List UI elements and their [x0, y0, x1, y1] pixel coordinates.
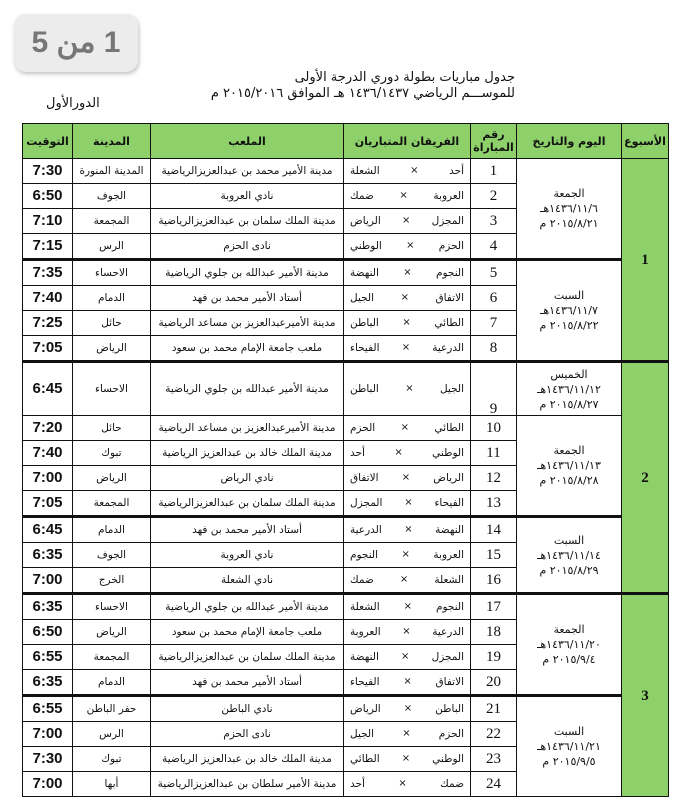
match-day-date: [517, 594, 622, 696]
match-row: [23, 517, 669, 543]
away-team: الدرعية: [350, 524, 382, 536]
away-team: المجزل: [350, 497, 383, 509]
title-line-2: للموســـم الرياضي ١٤٣٦/١٤٣٧ هـ الموافق ٢٠١٥/٢٠١٦ م: [210, 86, 515, 101]
kickoff-time: 6:35: [23, 543, 73, 568]
versus-symbol: ×: [399, 190, 408, 201]
week-number: 3: [622, 594, 669, 797]
match-row: [23, 159, 669, 184]
home-team: الحزم: [438, 240, 464, 252]
versus-symbol: ×: [398, 778, 407, 789]
stadium-name: نادي الرياض: [151, 466, 344, 491]
city-name: الدمام: [73, 670, 151, 696]
date-hijri: ١٤٣٦/١١/٢١هـ: [537, 740, 601, 753]
stadium-name: مدينة الأميرعبدالعزيز بن مساعد الرياضية: [151, 416, 344, 441]
kickoff-time: 7:35: [23, 260, 73, 286]
home-team: الاتفاق: [435, 292, 464, 304]
city-name: الجوف: [73, 543, 151, 568]
versus-symbol: ×: [401, 215, 411, 226]
home-team: الشعلة: [434, 574, 464, 586]
match-day-date: [517, 517, 622, 594]
versus-symbol: ×: [406, 240, 415, 251]
home-team: الدرعية: [432, 342, 464, 354]
stadium-name: مدينة الأمير عبدالله بن جلوي الرياضية: [151, 260, 344, 286]
kickoff-time: 7:20: [23, 416, 73, 441]
kickoff-time: 7:40: [23, 441, 73, 466]
away-team: النهضة: [350, 267, 379, 279]
versus-symbol: ×: [403, 601, 413, 612]
versus-symbol: ×: [405, 383, 414, 394]
date-greg: ٢٠١٥/٨/٢٨ م: [539, 474, 599, 487]
versus-symbol: ×: [401, 651, 410, 662]
kickoff-time: 7:10: [23, 209, 73, 234]
away-team: الرياض: [350, 703, 381, 715]
versus-symbol: ×: [401, 342, 411, 353]
match-number: 18: [471, 620, 517, 645]
match-teams: [344, 184, 471, 209]
match-teams: [344, 466, 471, 491]
kickoff-time: 7:05: [23, 491, 73, 517]
away-team: الباطن: [350, 317, 379, 329]
date-greg: ٢٠١٥/٨/٢٧ م: [539, 397, 599, 411]
home-team: العروبة: [433, 549, 464, 561]
date-hijri: ١٤٣٦/١١/٦هـ: [540, 202, 598, 215]
page-count-badge: 1 من 5: [14, 14, 138, 72]
stadium-name: مدينة الملك خالد بن عبدالعزيز الرياضية: [151, 441, 344, 466]
match-number: 12: [471, 466, 517, 491]
stadium-name: ملعب جامعة الإمام محمد بن سعود: [151, 336, 344, 362]
home-team: الرياض: [433, 472, 464, 484]
match-number: 6: [471, 286, 517, 311]
home-team: الجيل: [439, 383, 464, 395]
versus-symbol: ×: [402, 317, 411, 328]
stadium-name: مدينة الأمير محمد بن عبدالعزيزالرياضية: [151, 159, 344, 184]
stadium-name: مدينة الملك سلمان بن عبدالعزيزالرياضية: [151, 209, 344, 234]
date-day: السبت: [553, 725, 585, 738]
kickoff-time: 6:45: [23, 517, 73, 543]
match-teams: [344, 696, 471, 722]
match-number: 15: [471, 543, 517, 568]
kickoff-time: 6:50: [23, 620, 73, 645]
away-team: الوطني: [350, 240, 382, 252]
home-team: الاتفاق: [435, 676, 464, 688]
away-team: الرياض: [350, 215, 381, 227]
match-teams: [344, 209, 471, 234]
stadium-name: مدينة الملك سلمان بن عبدالعزيزالرياضية: [151, 645, 344, 670]
stadium-name: نادي العروبة: [151, 184, 344, 209]
date-day: الخميس: [550, 367, 588, 381]
home-team: النجوم: [436, 267, 464, 279]
kickoff-time: 7:25: [23, 311, 73, 336]
match-number: 17: [471, 594, 517, 620]
versus-symbol: ×: [400, 422, 409, 433]
stadium-name: أستاد الأمير محمد بن فهد: [151, 286, 344, 311]
kickoff-time: 6:35: [23, 670, 73, 696]
match-row: [23, 696, 669, 722]
match-number: 11: [471, 441, 517, 466]
away-team: النهضة: [350, 651, 379, 663]
match-number: 16: [471, 568, 517, 594]
away-team: الفيحاء: [350, 342, 380, 354]
versus-symbol: ×: [403, 676, 412, 687]
away-team: أحد: [350, 778, 365, 790]
match-row: [23, 416, 669, 441]
date-hijri: ١٤٣٦/١١/٢٠هـ: [537, 638, 601, 651]
city-name: الرياض: [73, 466, 151, 491]
match-teams: [344, 311, 471, 336]
versus-symbol: ×: [399, 574, 409, 585]
kickoff-time: 6:55: [23, 696, 73, 722]
match-teams: [344, 336, 471, 362]
header-time: التوقيت: [23, 124, 73, 159]
versus-symbol: ×: [394, 447, 403, 458]
match-number: 2: [471, 184, 517, 209]
away-team: الفيحاء: [350, 676, 380, 688]
kickoff-time: 6:35: [23, 594, 73, 620]
versus-symbol: ×: [403, 267, 412, 278]
city-name: الاحساء: [73, 594, 151, 620]
stadium-name: مدينة الأمير عبدالله بن جلوي الرياضية: [151, 362, 344, 416]
match-number: 3: [471, 209, 517, 234]
city-name: المجمعة: [73, 209, 151, 234]
home-team: المجزل: [431, 215, 464, 227]
home-team: الوطني: [432, 447, 464, 459]
date-hijri: ١٤٣٦/١١/١٢هـ: [537, 382, 601, 396]
kickoff-time: 7:30: [23, 747, 73, 772]
home-team: النهضة: [435, 524, 464, 536]
home-team: النجوم: [436, 601, 464, 613]
versus-symbol: ×: [400, 292, 409, 303]
city-name: أبها: [73, 772, 151, 797]
match-number: 14: [471, 517, 517, 543]
stadium-name: مدينة الأمير سلطان بن عبدالعزيزالرياضية: [151, 772, 344, 797]
stadium-name: أستاد الأمير محمد بن فهد: [151, 517, 344, 543]
versus-symbol: ×: [402, 728, 411, 739]
city-name: المجمعة: [73, 645, 151, 670]
match-teams: [344, 491, 471, 517]
match-teams: [344, 722, 471, 747]
match-number: 9: [471, 362, 517, 416]
away-team: النجوم: [350, 549, 378, 561]
header-stadium: الملعب: [151, 124, 344, 159]
match-number: 23: [471, 747, 517, 772]
city-name: الاحساء: [73, 260, 151, 286]
match-day-date: [517, 416, 622, 517]
match-day-date: [517, 696, 622, 797]
match-number: 10: [471, 416, 517, 441]
away-team: الشعلة: [350, 601, 380, 613]
match-teams: [344, 362, 471, 416]
home-team: الدرعية: [432, 626, 464, 638]
stadium-name: ملعب جامعة الإمام محمد بن سعود: [151, 620, 344, 645]
date-hijri: ١٤٣٦/١١/١٤هـ: [537, 548, 601, 562]
date-greg: ٢٠١٥/٩/٥ م: [542, 755, 596, 768]
kickoff-time: 7:40: [23, 286, 73, 311]
versus-symbol: ×: [402, 626, 411, 637]
away-team: الاتفاق: [350, 472, 379, 484]
city-name: الجوف: [73, 184, 151, 209]
date-greg: ٢٠١٥/٨/٢١ م: [539, 217, 599, 230]
away-team: الجيل: [350, 728, 375, 740]
week-number: 1: [622, 159, 669, 362]
versus-symbol: ×: [410, 165, 419, 176]
kickoff-time: 6:50: [23, 184, 73, 209]
match-teams: [344, 260, 471, 286]
city-name: تبوك: [73, 747, 151, 772]
city-name: الرياض: [73, 336, 151, 362]
kickoff-time: 7:00: [23, 568, 73, 594]
schedule-table: [22, 123, 669, 797]
stadium-name: نادي الباطن: [151, 696, 344, 722]
stadium-name: أستاد الأمير محمد بن فهد: [151, 670, 344, 696]
match-number: 1: [471, 159, 517, 184]
kickoff-time: 7:15: [23, 234, 73, 260]
header-row: [23, 124, 669, 159]
match-teams: [344, 441, 471, 466]
city-name: تبوك: [73, 441, 151, 466]
kickoff-time: 7:05: [23, 336, 73, 362]
city-name: حائل: [73, 416, 151, 441]
header-date: اليوم والتاريخ: [517, 124, 622, 159]
home-team: الوطني: [432, 753, 464, 765]
city-name: الرس: [73, 722, 151, 747]
stadium-name: مدينة الأمير عبدالله بن جلوي الرياضية: [151, 594, 344, 620]
match-teams: [344, 234, 471, 260]
match-number: 8: [471, 336, 517, 362]
match-number: 20: [471, 670, 517, 696]
home-team: الحزم: [438, 728, 464, 740]
away-team: ضمك: [350, 190, 374, 202]
match-teams: [344, 594, 471, 620]
match-number: 7: [471, 311, 517, 336]
stadium-name: نادي الشعلة: [151, 568, 344, 594]
city-name: الرياض: [73, 620, 151, 645]
match-teams: [344, 568, 471, 594]
match-teams: [344, 645, 471, 670]
home-team: الباطن: [435, 703, 464, 715]
city-name: المدينة المنورة: [73, 159, 151, 184]
city-name: الدمام: [73, 517, 151, 543]
home-team: ضمك: [440, 778, 464, 790]
match-teams: [344, 670, 471, 696]
header-match-no: رقم المباراة: [471, 124, 517, 159]
match-day-date: [517, 260, 622, 362]
stadium-name: نادى الحزم: [151, 234, 344, 260]
match-teams: [344, 416, 471, 441]
date-day: الجمعة: [553, 444, 585, 457]
match-number: 24: [471, 772, 517, 797]
match-teams: [344, 159, 471, 184]
match-teams: [344, 517, 471, 543]
versus-symbol: ×: [401, 753, 411, 764]
match-number: 13: [471, 491, 517, 517]
city-name: الرس: [73, 234, 151, 260]
match-teams: [344, 286, 471, 311]
title-line-1: جدول مباريات بطولة دوري الدرجة الأولى: [294, 70, 515, 85]
city-name: الاحساء: [73, 362, 151, 416]
away-team: الطائي: [350, 753, 380, 765]
match-number: 4: [471, 234, 517, 260]
date-greg: ٢٠١٥/٨/٢٢ م: [539, 319, 599, 332]
kickoff-time: 6:55: [23, 645, 73, 670]
stadium-name: مدينة الأميرعبدالعزيز بن مساعد الرياضية: [151, 311, 344, 336]
versus-symbol: ×: [403, 703, 413, 714]
kickoff-time: 6:45: [23, 362, 73, 416]
home-team: العروبة: [433, 190, 464, 202]
versus-symbol: ×: [404, 524, 413, 535]
date-day: السبت: [553, 289, 585, 302]
stadium-name: مدينة الملك خالد بن عبدالعزيز الرياضية: [151, 747, 344, 772]
header-city: المدينة: [73, 124, 151, 159]
home-team: الفيحاء: [434, 497, 464, 509]
away-team: الباطن: [350, 383, 379, 395]
match-row: [23, 362, 669, 416]
date-greg: ٢٠١٥/٨/٢٩ م: [539, 563, 599, 577]
header-week: الأسبوع: [622, 124, 669, 159]
stadium-name: نادي العروبة: [151, 543, 344, 568]
match-row: [23, 594, 669, 620]
away-team: ضمك: [350, 574, 374, 586]
match-teams: [344, 772, 471, 797]
stadium-name: مدينة الملك سلمان بن عبدالعزيزالرياضية: [151, 491, 344, 517]
kickoff-time: 7:00: [23, 722, 73, 747]
versus-symbol: ×: [401, 549, 410, 560]
home-team: الطائي: [434, 317, 464, 329]
header-teams: الفريقان المتباريان: [344, 124, 471, 159]
city-name: حائل: [73, 311, 151, 336]
date-day: الجمعة: [553, 187, 585, 200]
home-team: الطائي: [434, 422, 464, 434]
document-title: [155, 70, 515, 102]
away-team: الشعلة: [350, 165, 380, 177]
date-day: الجمعة: [553, 623, 585, 636]
home-team: أحد: [449, 165, 464, 177]
city-name: حفر الباطن: [73, 696, 151, 722]
week-number: 2: [622, 362, 669, 594]
match-day-date: [517, 362, 622, 416]
away-team: أحد: [350, 447, 365, 459]
match-number: 19: [471, 645, 517, 670]
kickoff-time: 7:00: [23, 772, 73, 797]
away-team: العروبة: [350, 626, 381, 638]
date-hijri: ١٤٣٦/١١/١٣هـ: [537, 459, 601, 472]
match-number: 21: [471, 696, 517, 722]
match-teams: [344, 543, 471, 568]
match-teams: [344, 620, 471, 645]
date-day: السبت: [553, 533, 585, 547]
match-number: 22: [471, 722, 517, 747]
kickoff-time: 7:30: [23, 159, 73, 184]
match-number: 5: [471, 260, 517, 286]
kickoff-time: 7:00: [23, 466, 73, 491]
away-team: الحزم: [350, 422, 376, 434]
date-greg: ٢٠١٥/٩/٤ م: [542, 653, 596, 666]
city-name: الدمام: [73, 286, 151, 311]
round-label: الدورالأول: [46, 96, 100, 111]
versus-symbol: ×: [404, 497, 413, 508]
match-row: [23, 260, 669, 286]
match-day-date: [517, 159, 622, 260]
city-name: الخرج: [73, 568, 151, 594]
stadium-name: نادى الحزم: [151, 722, 344, 747]
home-team: المجزل: [431, 651, 464, 663]
away-team: الجيل: [350, 292, 375, 304]
match-teams: [344, 747, 471, 772]
date-hijri: ١٤٣٦/١١/٧هـ: [540, 304, 598, 317]
city-name: المجمعة: [73, 491, 151, 517]
versus-symbol: ×: [401, 472, 411, 483]
